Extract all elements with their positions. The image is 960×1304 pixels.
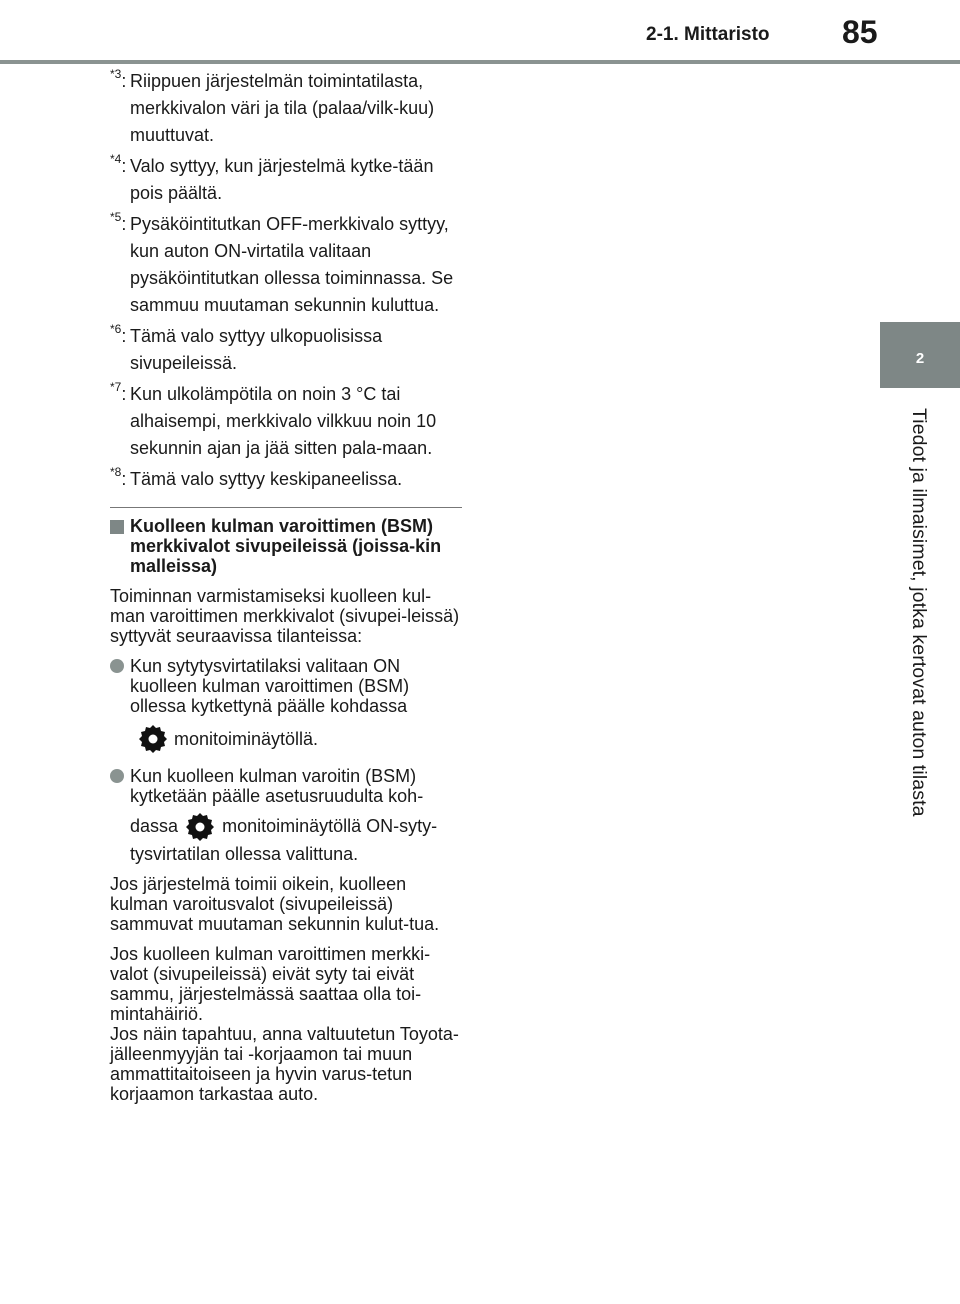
- chapter-number: 2: [915, 350, 925, 367]
- section-divider: [110, 507, 462, 508]
- circle-bullet-icon: [110, 769, 124, 783]
- circle-bullet-icon: [110, 659, 124, 673]
- bsm-bullet: Kun kuolleen kulman varoitin (BSM) kytketään päälle asetusruudulta koh- dassa monitoiminäytöllä ON-syty- tysvirtatilan ollessa valittuna.: [110, 766, 465, 864]
- footnote: [110, 153, 470, 207]
- chapter-title: Tiedot ja ilmaisimet, jotka kertovat auton tilasta: [908, 408, 930, 817]
- footnote-text: Valo syttyy, kun järjestelmä kytke-tään pois päältä.: [130, 156, 434, 203]
- footnote-text: Riippuen järjestelmän toimintatilasta, merkkivalon väri ja tila (palaa/vilk-kuu) muuttuvat.: [130, 71, 435, 145]
- footnote: [110, 323, 470, 377]
- footnote: [110, 211, 470, 319]
- square-bullet-icon: [110, 520, 124, 534]
- footnote-marker: $^{*8}$:: [110, 465, 127, 489]
- section-title: 2-1. Mittaristo: [646, 24, 770, 45]
- bsm-result-paragraph: Jos järjestelmä toimii oikein, kuolleen kulman varoitusvalot (sivupeileissä) sammuvat muutaman sekunnin kulut-tua.: [110, 874, 440, 934]
- settings-gear-icon: [138, 724, 168, 754]
- page-number: 85: [842, 14, 878, 50]
- footnote: [110, 381, 470, 462]
- page-content: [110, 68, 470, 1104]
- settings-gear-icon: [185, 812, 215, 842]
- bsm-heading: Kuolleen kulman varoittimen (BSM) merkkivalot sivupeileissä (joissa-kin malleissa): [110, 516, 470, 576]
- bsm-intro: Toiminnan varmistamiseksi kuolleen kul-man varoittimen merkkivalot (sivupei-leissä) syttyvät seuraavissa tilanteissa:: [110, 586, 460, 646]
- header-rule: [0, 60, 960, 64]
- footnote-text: Tämä valo syttyy keskipaneelissa.: [130, 469, 403, 489]
- page-header: [0, 0, 960, 62]
- footnote-marker: $^{*3}$:: [110, 67, 127, 91]
- footnote: [110, 466, 470, 493]
- footnote-text: Kun ulkolämpötila on noin 3 °C tai alhaisempi, merkkivalo vilkkuu noin 10 sekunnin ajan ja jää sitten pala-maan.: [130, 384, 437, 458]
- footnote-marker: $^{*6}$:: [110, 322, 127, 346]
- footnote-marker: $^{*5}$:: [110, 210, 127, 234]
- footnote-text: Tämä valo syttyy ulkopuolisissa sivupeileissä.: [130, 326, 383, 373]
- footnote-marker: $^{*7}$:: [110, 380, 127, 404]
- footnote-text: Pysäköintitutkan OFF-merkkivalo syttyy, kun auton ON-virtatila valitaan pysäköintitutkan ollessa toiminnassa. Se sammuu muutaman sekunnin kuluttua.: [130, 214, 454, 315]
- footnote: [110, 68, 470, 149]
- chapter-tab: [880, 322, 960, 388]
- bsm-malfunction-paragraph: Jos kuolleen kulman varoittimen merkki-valot (sivupeileissä) eivät syty tai eivät sammu, järjestelmässä saattaa olla toi-mintahäiriö. Jos näin tapahtuu, anna valtuutetun Toyota-jälleenmyyjän tai -korjaamon tai muun ammattitaitoiseen ja hyvin varus-tetun korjaamon tarkastaa auto.: [110, 944, 459, 1104]
- bsm-bullet: Kun sytytysvirtatilaksi valitaan ON kuolleen kulman varoittimen (BSM) ollessa kytkettynä päälle kohdassa monitoiminäytöllä.: [110, 656, 465, 756]
- footnote-marker: $^{*4}$:: [110, 152, 127, 176]
